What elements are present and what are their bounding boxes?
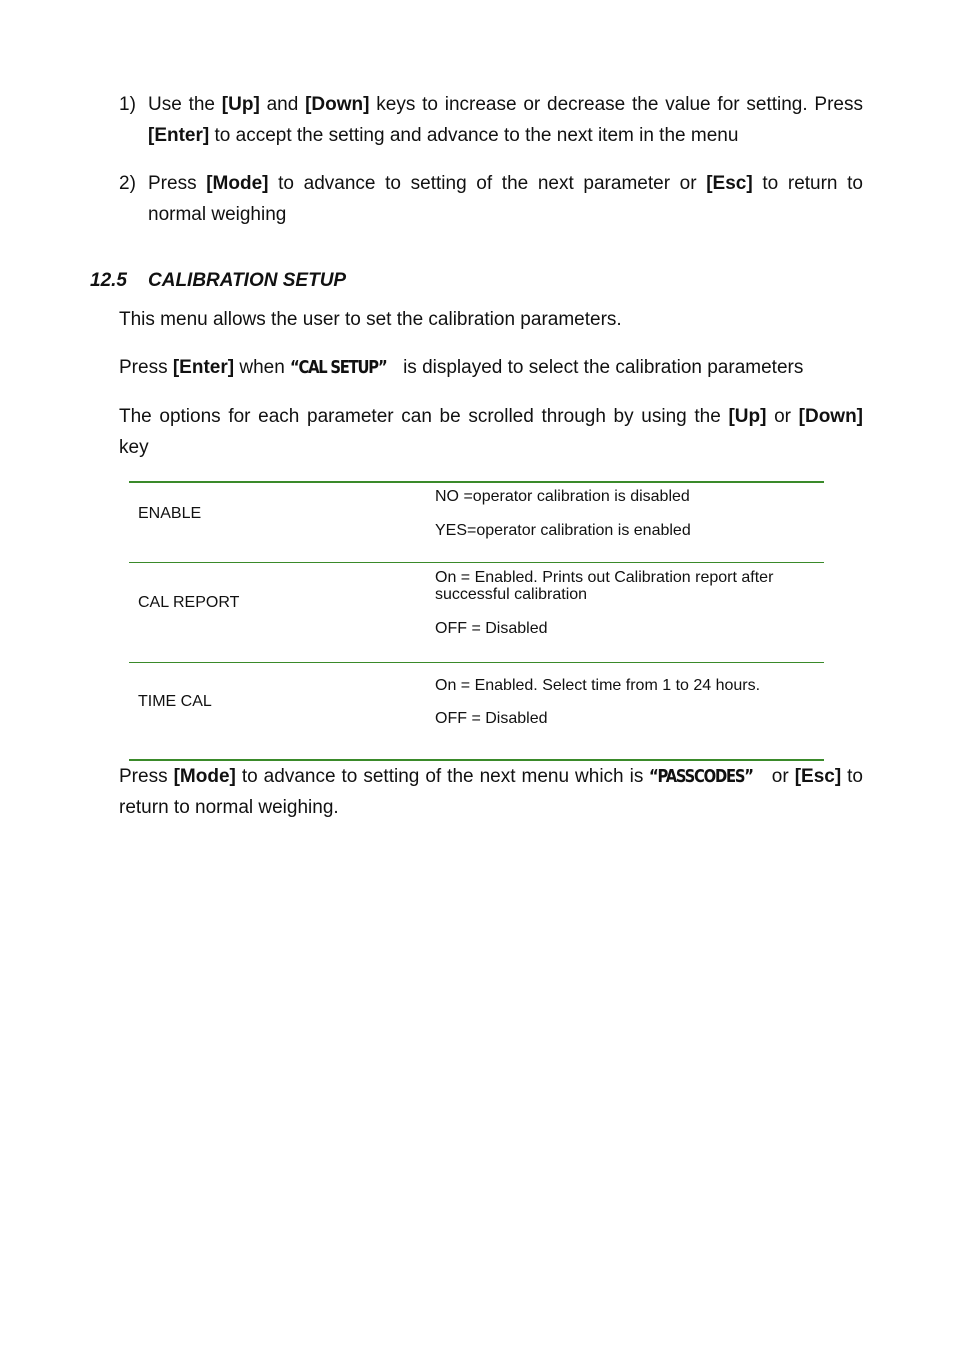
text-run: key — [119, 437, 149, 458]
text-run: is displayed to select the calibration parameters — [397, 357, 804, 378]
section-title: CALIBRATION SETUP — [148, 270, 347, 291]
row-time-cal-option-1: On = Enabled. Select time from 1 to 24 hours. — [435, 677, 761, 694]
text-run: The options for each parameter can be scrolled through by using the — [119, 406, 729, 427]
key-down: [Down] — [798, 406, 864, 427]
text-run: Press — [119, 357, 173, 378]
row-enable-name: ENABLE — [138, 505, 202, 522]
section-heading — [90, 269, 346, 293]
key-esc: [Esc] — [706, 173, 753, 194]
key-enter: [Enter] — [172, 357, 235, 378]
key-mode: [Mode] — [206, 173, 269, 194]
step-1-text — [148, 89, 863, 151]
table-row-divider — [129, 562, 824, 563]
key-esc: [Esc] — [794, 766, 842, 787]
text-run: to advance to setting of the next parameter or — [268, 173, 707, 194]
text-run: to accept the setting and advance to the next item in the menu — [209, 125, 739, 146]
text-run: Press — [119, 766, 174, 787]
row-cal-report-option-1: On = Enabled. Prints out Calibration report after successful calibration — [435, 569, 774, 603]
press-enter-text — [119, 352, 879, 383]
key-enter: [Enter] — [148, 125, 210, 146]
text-run: or — [766, 406, 799, 427]
footer-text — [119, 761, 863, 823]
table-row-divider — [129, 662, 824, 663]
options-text — [119, 401, 863, 463]
text-run: when — [234, 357, 291, 378]
row-enable-option-2: YES=operator calibration is enabled — [435, 522, 691, 539]
display-cal-setup: “CAL SETUP” — [290, 357, 387, 378]
key-up: [Up] — [221, 94, 260, 115]
row-time-cal-option-2: OFF = Disabled — [435, 710, 548, 727]
key-down: [Down] — [305, 94, 370, 115]
row-time-cal-name: TIME CAL — [138, 693, 212, 710]
step-2-number: 2) — [119, 173, 136, 194]
section-number: 12.5 — [90, 270, 127, 291]
intro-text: This menu allows the user to set the calibration parameters. — [119, 309, 622, 330]
text-run: Use the — [148, 94, 222, 115]
text-run: to return to normal weighing — [148, 173, 863, 225]
text-run: to return to normal weighing. — [119, 766, 863, 818]
row-enable-option-1: NO =operator calibration is disabled — [435, 488, 690, 505]
text-run: and — [259, 94, 306, 115]
key-mode: [Mode] — [173, 766, 236, 787]
row-cal-report-name: CAL REPORT — [138, 594, 240, 611]
step-1-number: 1) — [119, 94, 136, 115]
key-up: [Up] — [728, 406, 767, 427]
row-cal-report-option-2: OFF = Disabled — [435, 620, 548, 637]
step-2-text — [148, 168, 863, 230]
text-run: to advance to setting of the next menu which is — [235, 766, 650, 787]
text-run: Press — [148, 173, 207, 194]
display-passcodes: “PASSCODES” — [649, 766, 754, 787]
text-run: keys to increase or decrease the value for setting. Press — [369, 94, 864, 115]
table-top-rule — [129, 481, 824, 483]
text-run: or — [765, 766, 795, 787]
